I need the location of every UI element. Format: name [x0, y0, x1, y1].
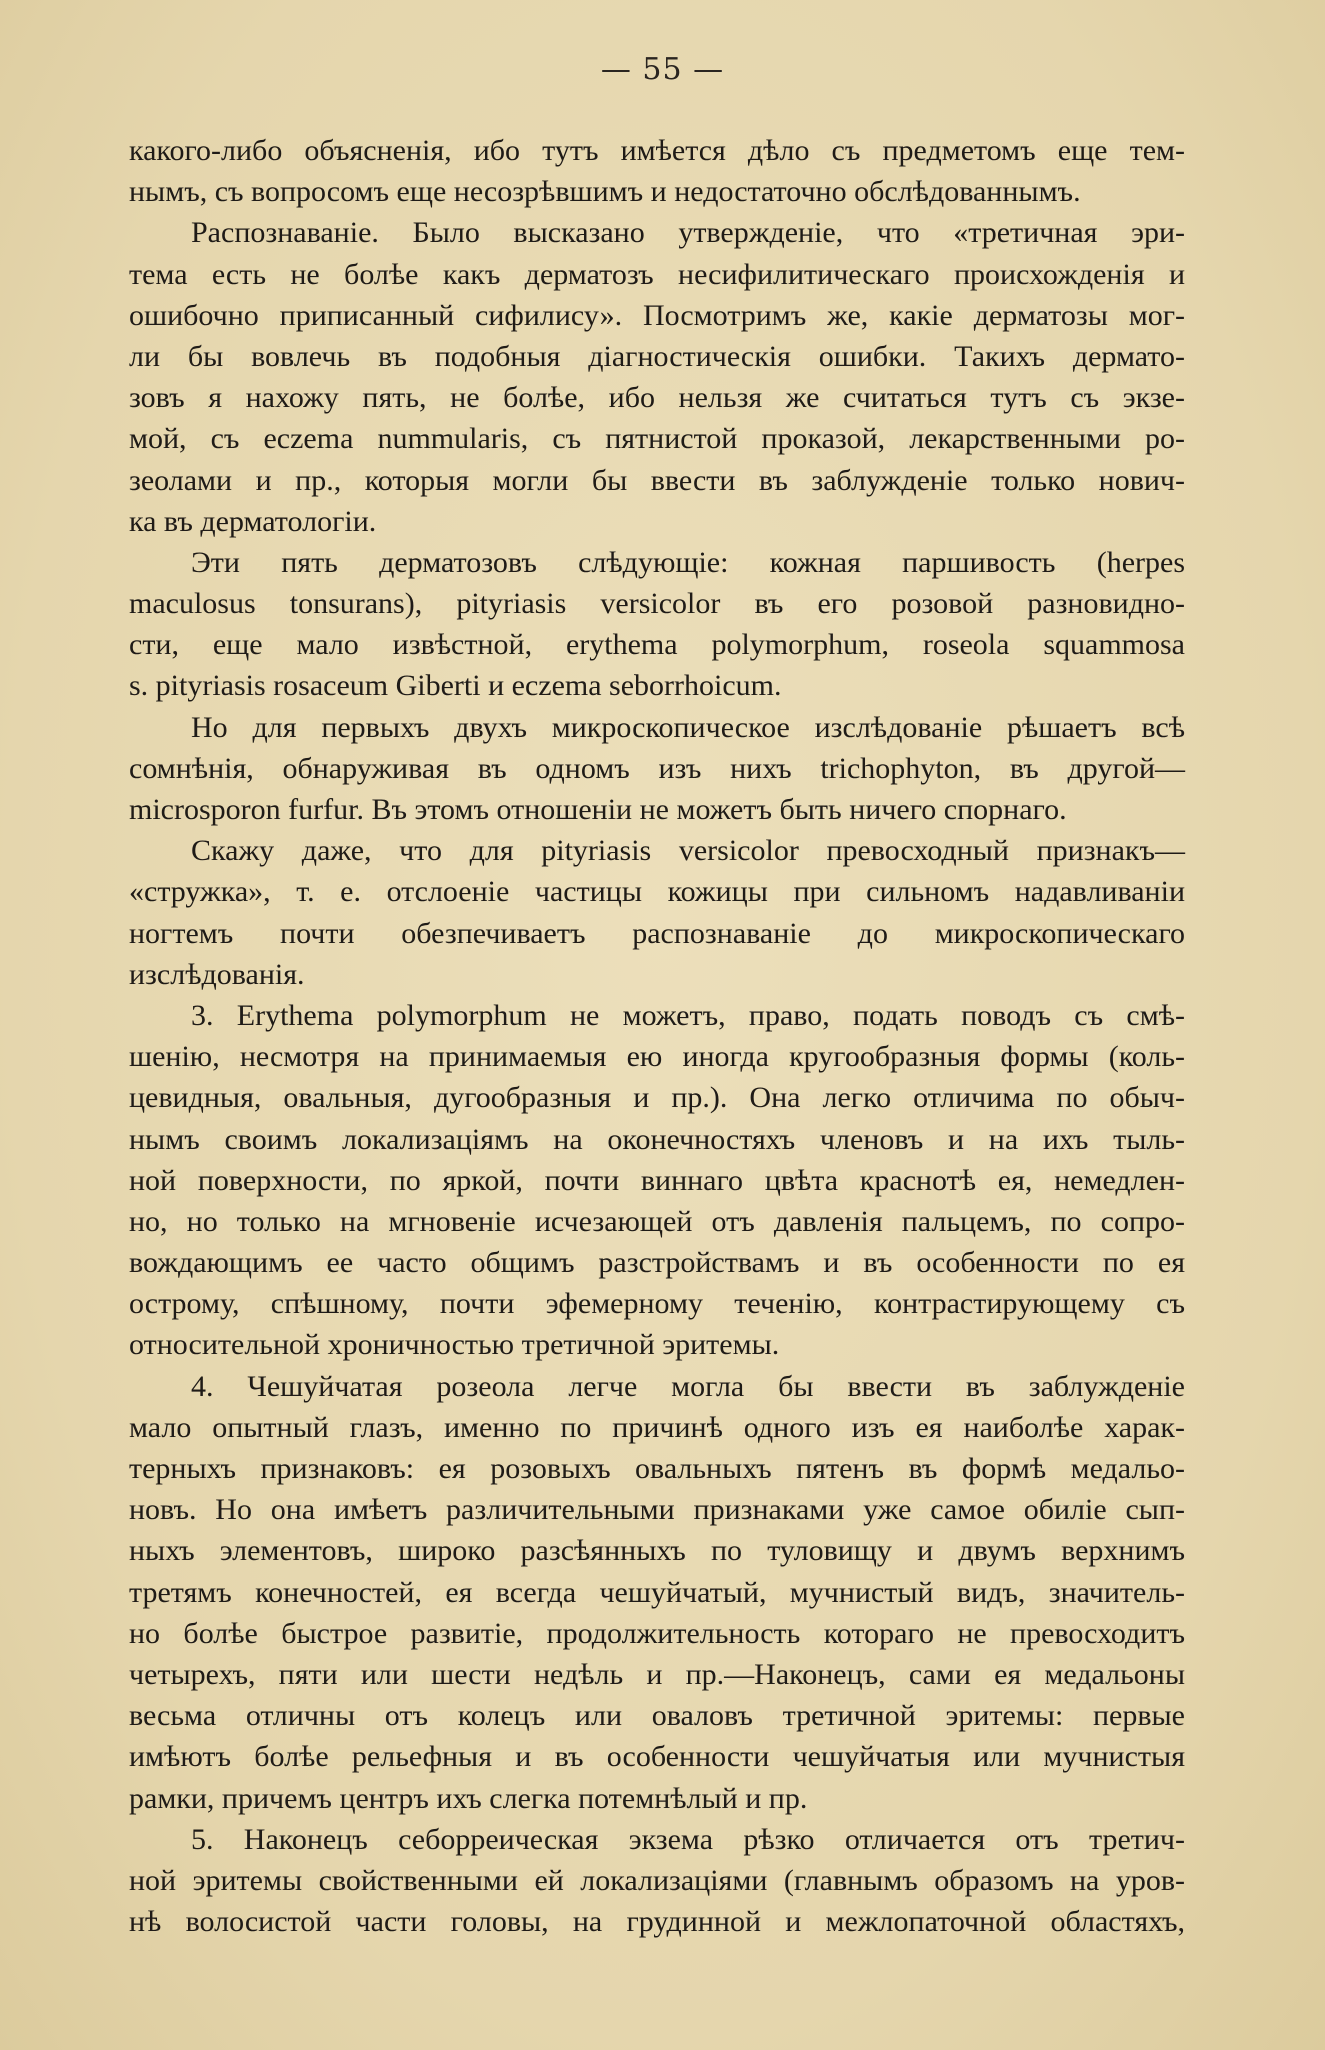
text-line: изслѣдованія.	[129, 957, 305, 991]
text-line: ныхъ элементовъ, широко разсѣянныхъ по туловищу и двумъ верхнимъ	[129, 1534, 1185, 1568]
text-line: ошибочно приписанный сифилису». Посмотримъ же, какіе дерматозы мог-	[129, 298, 1185, 332]
text-line: ли бы вовлечь въ подобныя діагностическія ошибки. Такихъ дермато-	[129, 339, 1185, 373]
text-line: «стружка», т. е. отслоеніе частицы кожицы при сильномъ надавливаніи	[129, 875, 1185, 909]
text-line: рамки, причемъ центръ ихъ слегка потемнѣлый и пр.	[129, 1781, 808, 1815]
text-line: сти, еще мало извѣстной, erythema polymorphum, roseola squammosa	[129, 628, 1185, 662]
text-line: ной эритемы свойственными ей локализаціями (главнымъ образомъ на уров-	[129, 1863, 1185, 1897]
text-line: четырехъ, пяти или шести недѣль и пр.—Наконецъ, сами ея медальоны	[129, 1657, 1185, 1691]
text-line: относительной хроничностью третичной эритемы.	[129, 1328, 780, 1362]
text-line: maculosus tonsurans), pityriasis versicolor въ его розовой разновидно-	[129, 587, 1185, 621]
text-line: мой, съ eczema nummularis, съ пятнистой проказой, лекарственными ро-	[129, 422, 1185, 456]
text-line: шенію, несмотря на принимаемыя ею иногда кругообразныя формы (коль-	[129, 1040, 1185, 1074]
text-line: s. pityriasis rosaceum Giberti и eczema seborrhoicum.	[129, 669, 782, 703]
paragraph	[129, 1366, 1185, 1819]
text-line: вождающимъ ее часто общимъ разстройствамъ и въ особенности по ея	[129, 1246, 1185, 1280]
text-line: весьма отличны отъ колецъ или оваловъ третичной эритемы: первые	[129, 1699, 1185, 1733]
paragraph	[129, 212, 1185, 542]
text-line: Но для первыхъ двухъ микроскопическое изслѣдованіе рѣшаетъ всѣ	[191, 710, 1185, 744]
text-line: ной поверхности, по яркой, почти виннаго цвѣта краснотѣ ея, немедлен-	[129, 1163, 1185, 1197]
text-line: терныхъ признаковъ: ея розовыхъ овальныхъ пятенъ въ формѣ медальо-	[129, 1452, 1185, 1485]
text-line: новъ. Но она имѣетъ различительными признаками уже самое обиліе сып-	[129, 1493, 1185, 1527]
paragraph	[129, 995, 1185, 1366]
paragraph	[129, 542, 1185, 707]
text-line: 3. Erythema polymorphum не можетъ, право, подать поводъ съ смѣ-	[191, 998, 1185, 1032]
text-line: microsporon furfur. Въ этомъ отношеніи не можетъ быть ничего спорнаго.	[129, 793, 1067, 826]
text-line: цевидныя, овальныя, дугообразныя и пр.). Она легко отличима по обыч-	[129, 1081, 1185, 1115]
text-line: имѣютъ болѣе рельефныя и въ особенности чешуйчатыя или мучнистыя	[129, 1740, 1185, 1774]
text-line: 5. Наконецъ себорреическая экзема рѣзко отличается отъ третич-	[191, 1822, 1185, 1856]
text-line: 4. Чешуйчатая розеола легче могла бы ввести въ заблужденіе	[191, 1369, 1185, 1403]
text-line: ка въ дерматологіи.	[129, 504, 377, 538]
text-line: нымъ, съ вопросомъ еще несозрѣвшимъ и недостаточно обслѣдованнымъ.	[129, 175, 1081, 209]
paragraph	[129, 707, 1185, 831]
paragraph	[129, 1819, 1185, 1943]
text-line: нѣ волосистой части головы, на грудинной и межлопаточной областяхъ,	[129, 1905, 1185, 1939]
text-line: мало опытный глазъ, именно по причинѣ одного изъ ея наиболѣе харак-	[129, 1410, 1185, 1444]
text-line: Эти пять дерматозовъ слѣдующіе: кожная паршивость (herpes	[191, 545, 1185, 579]
text-line: ногтемъ почти обезпечиваетъ распознаваніе до микроскопическаго	[129, 916, 1185, 950]
text-line: острому, спѣшному, почти эфемерному теченію, контрастирующему съ	[129, 1287, 1185, 1321]
text-line: сомнѣнія, обнаруживая въ одномъ изъ нихъ trichophyton, въ другой—	[129, 751, 1185, 785]
text-line: зеолами и пр., которыя могли бы ввести въ заблужденіе только нович-	[129, 463, 1185, 497]
text-line: нымъ своимъ локализаціямъ на оконечностяхъ членовъ и на ихъ тыль-	[129, 1122, 1185, 1156]
paragraph	[129, 830, 1185, 995]
paragraph	[129, 130, 1185, 212]
text-line: Скажу даже, что для pityriasis versicolor превосходный признакъ—	[191, 834, 1185, 868]
text-line: Распознаваніе. Было высказано утвержденіе, что «третичная эри-	[191, 216, 1185, 250]
text-line: какого-либо объясненія, ибо тутъ имѣется дѣло съ предметомъ еще тем-	[129, 134, 1185, 167]
text-line: третямъ конечностей, ея всегда чешуйчатый, мучнистый видъ, значитель-	[129, 1575, 1185, 1609]
text-line: тема есть не болѣе какъ дерматозъ несифилитическаго происхожденія и	[129, 257, 1185, 291]
text-line: зовъ я нахожу пять, не болѣе, ибо нельзя же считаться тутъ съ экзе-	[129, 381, 1185, 415]
page-number: — 55 —	[600, 52, 725, 87]
text-line: но болѣе быстрое развитіе, продолжительность котораго не превосходитъ	[129, 1616, 1185, 1650]
body-text	[129, 130, 1185, 1942]
text-line: но, но только на мгновеніе исчезающей отъ давленія пальцемъ, по сопро-	[129, 1204, 1185, 1238]
